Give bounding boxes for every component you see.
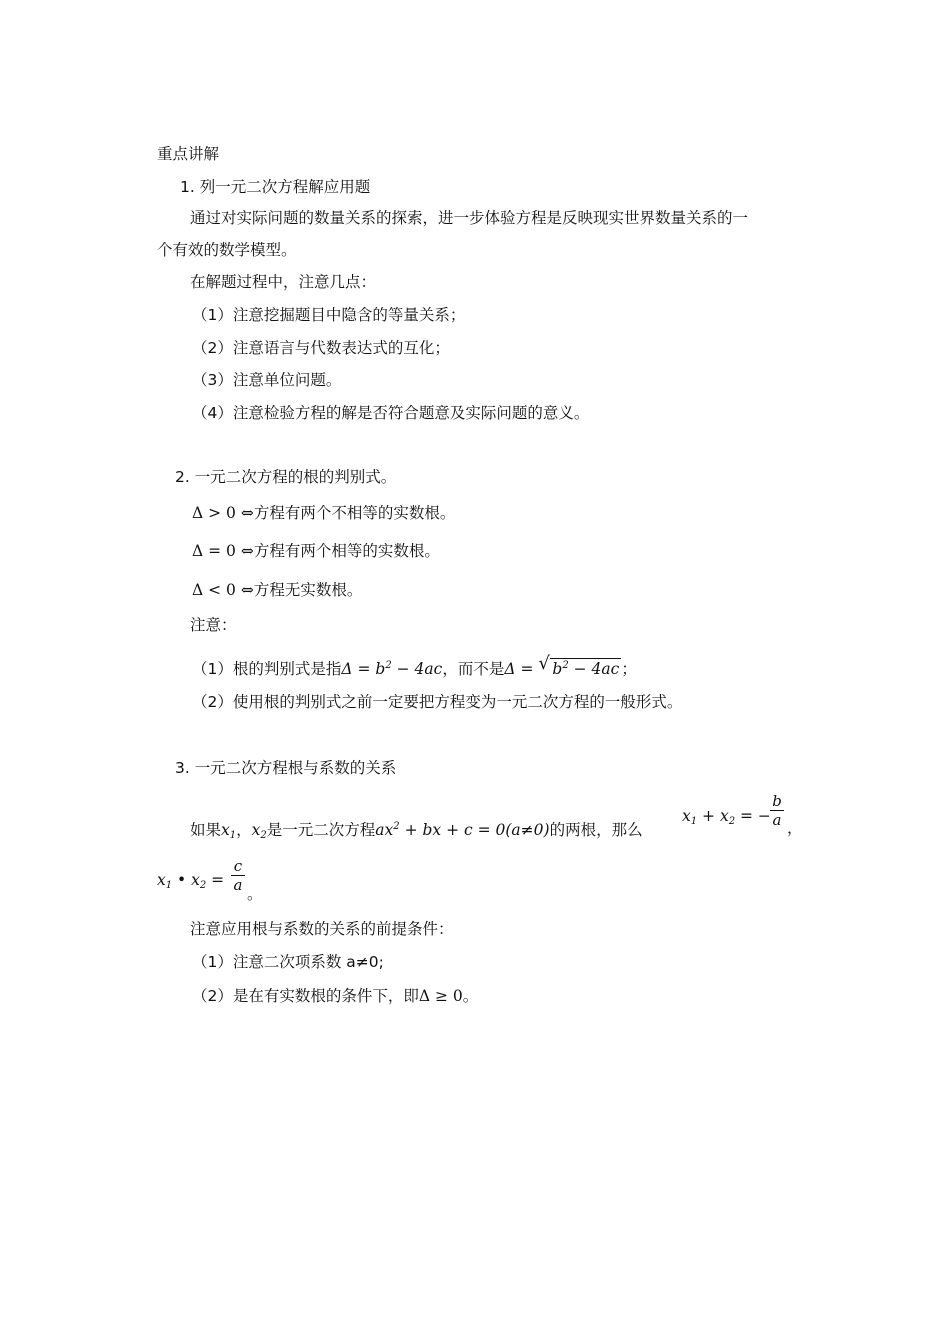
fraction-numerator: c — [233, 857, 243, 875]
s2-note-label: 注意： — [190, 616, 237, 634]
section-2-title: 2. 一元二次方程的根的判别式。 — [175, 468, 397, 486]
s2-note-1 — [192, 653, 637, 679]
note-text: ； — [621, 660, 637, 678]
section-heading: 重点讲解 — [157, 145, 220, 163]
section-1-title: 1. 列一元二次方程解应用题 — [180, 178, 371, 196]
s1-item-3: （3）注意单位问题。 — [192, 371, 342, 389]
root-x1: $x_1$ — [221, 821, 237, 841]
s1-paragraph-line-2: 个有效的数学模型。 — [157, 241, 297, 259]
note-text: ，而不是 — [442, 660, 505, 678]
math-delta-gt: Δ > 0 ⇔ — [192, 504, 254, 522]
s3-condition-1: （1）注意二次项系数 a≠0; — [192, 953, 384, 971]
s2-note-2: （2）使用根的判别式之前一定要把方程变为一元二次方程的一般形式。 — [192, 693, 683, 711]
math-delta-ge: Δ ≥ 0 — [418, 987, 463, 1005]
case-text: 方程有两个不相等的实数根。 — [253, 504, 456, 522]
s2-case-negative — [192, 580, 362, 600]
s1-paragraph-line-1: 通过对实际问题的数量关系的探索，进一步体验方程是反映现实世界数量关系的一 — [190, 209, 749, 227]
s2-case-zero — [192, 541, 440, 561]
s1-item-1: （1）注意挖掘题目中隐含的等量关系； — [192, 306, 466, 324]
s3-note-intro: 注意应用根与系数的关系的前提条件： — [190, 920, 454, 938]
vieta-comma: ， — [787, 819, 803, 837]
math-delta-eq: Δ = 0 ⇔ — [192, 542, 254, 560]
vieta-sum-fraction — [770, 792, 784, 829]
s3-vieta-line: 如果$x_1$，$x_2$是一元二次方程$ax^2$ + bx + c = 0(a≠0)的两根，那么 — [190, 821, 643, 841]
math-delta-lt: Δ < 0 ⇔ — [192, 581, 254, 599]
s1-item-4: （4）注意检验方程的解是否符合题意及实际问题的意义。 — [192, 404, 590, 422]
vieta-product-fraction — [231, 857, 245, 894]
quadratic-equation: $ax^2$ + bx + c = 0(a≠0) — [375, 821, 550, 839]
case-text: 方程无实数根。 — [253, 581, 363, 599]
fraction-numerator: b — [772, 792, 782, 810]
s1-item-2: （2）注意语言与代数表达式的互化； — [192, 339, 450, 357]
vieta-product-lhs: $x_1$ • $x_2$ = — [157, 871, 225, 891]
fraction-denominator: a — [772, 811, 782, 829]
vieta-period: 。 — [247, 885, 263, 903]
section-3-title: 3. 一元二次方程根与系数的关系 — [175, 759, 397, 777]
root-x2: $x_2$ — [251, 821, 267, 841]
formula-discriminant: $\Delta = b^2 - 4ac$ — [341, 660, 443, 678]
case-text: 方程有两个相等的实数根。 — [253, 542, 440, 560]
formula-sqrt-wrong: Δ = √ $b^2 - 4ac$ — [504, 653, 620, 678]
fraction-denominator: a — [233, 876, 243, 894]
s1-notes-intro: 在解题过程中，注意几点： — [190, 273, 377, 291]
vieta-sum-lhs: $x_1 + x_2$ = − — [682, 807, 771, 827]
s2-case-positive — [192, 503, 455, 523]
s3-condition-2: （2）是在有实数根的条件下，即Δ ≥ 0。 — [192, 987, 479, 1005]
note-text: （1）根的判别式是指 — [192, 660, 342, 678]
